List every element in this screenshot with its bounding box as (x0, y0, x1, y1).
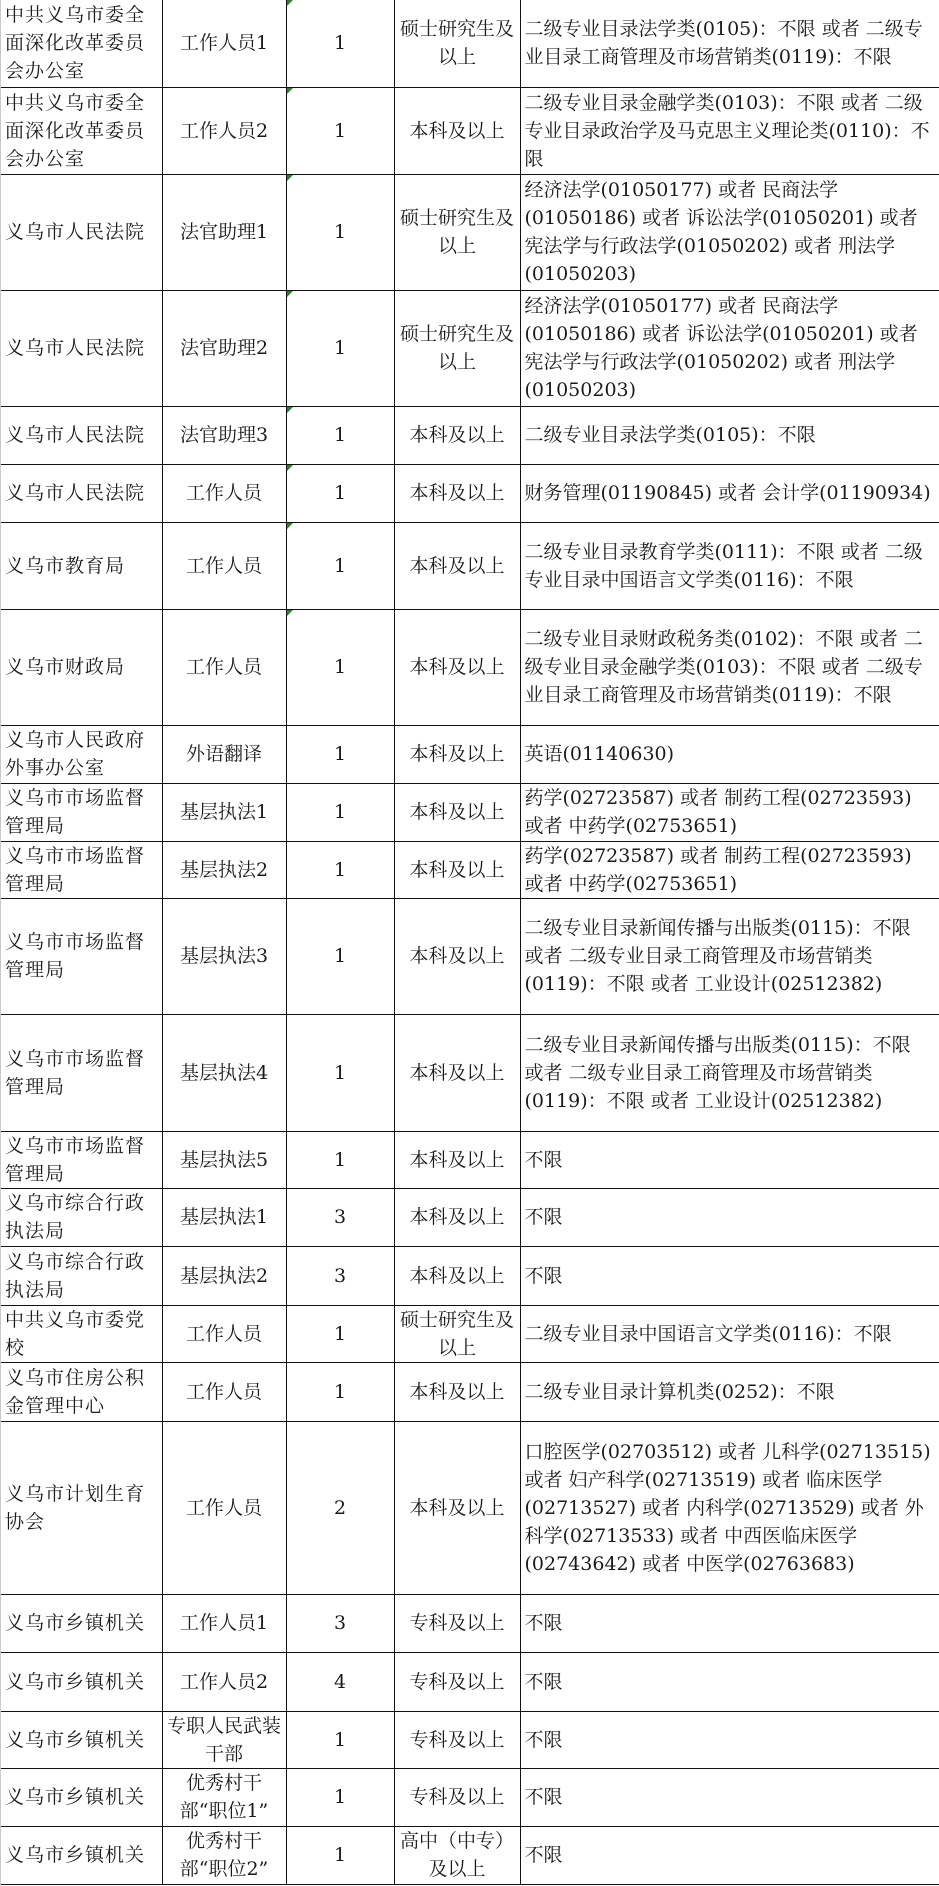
major-text: 不限 (524, 1148, 563, 1171)
cell-count[interactable] (286, 1305, 394, 1362)
unit-text: 义乌市人民法院 (5, 337, 146, 359)
count-text: 1 (333, 554, 347, 577)
major-text: 二级专业目录新闻传播与出版类(0115)：不限 或者 二级专业目录工商管理及市场营销类(0119)：不限 或者 工业设计(02512382) (524, 917, 911, 995)
position-text: 工作人员 (185, 554, 262, 577)
cell-education[interactable] (394, 87, 520, 174)
cell-count[interactable] (286, 1421, 394, 1594)
position-text: 法官助理3 (179, 424, 269, 446)
unit-text: 义乌市乡镇机关 (5, 1786, 146, 1808)
unit-text: 中共义乌市委全面深化改革委员会办公室 (5, 4, 146, 83)
cell-major[interactable] (520, 783, 939, 841)
major-text: 二级专业目录计算机类(0252)：不限 (524, 1380, 835, 1403)
cell-count[interactable] (286, 87, 394, 174)
education-text: 专科及以上 (409, 1670, 505, 1693)
unit-text: 义乌市市场监督管理局 (5, 844, 146, 895)
table-row (1, 1711, 939, 1768)
cell-unit[interactable] (1, 725, 162, 783)
table-row (1, 1188, 939, 1246)
education-text: 本科及以上 (409, 743, 505, 765)
cell-position[interactable] (162, 87, 286, 174)
comment-marker-icon (287, 175, 293, 181)
cell-unit[interactable] (1, 1188, 162, 1246)
count-text: 2 (333, 1496, 347, 1519)
count-text: 3 (333, 1612, 347, 1634)
count-text: 1 (333, 656, 347, 678)
unit-text: 中共义乌市委党校 (5, 1308, 146, 1359)
unit-text: 义乌市市场监督管理局 (5, 931, 146, 981)
cell-count[interactable] (286, 783, 394, 841)
cell-major[interactable] (520, 290, 939, 406)
major-text: 二级专业目录金融学类(0103)：不限 或者 二级专业目录政治学及马克思主义理论类(0110)：不限 (524, 91, 930, 170)
cell-count[interactable] (286, 1711, 394, 1768)
cell-position[interactable] (162, 1594, 286, 1652)
education-text: 本科及以上 (409, 1496, 505, 1519)
cell-major[interactable] (520, 1594, 939, 1652)
position-text: 专职人民武装干部 (166, 1714, 281, 1765)
cell-unit[interactable] (1, 898, 162, 1014)
major-text: 经济法学(01050177) 或者 民商法学(01050186) 或者 诉讼法学(01050201) 或者 宪法学与行政法学(01050202) 或者 刑法学(01050203) (524, 179, 918, 285)
cell-unit[interactable] (1, 609, 162, 725)
cell-education[interactable] (394, 1652, 520, 1711)
table-body (1, 0, 939, 1884)
education-text: 本科及以上 (409, 656, 505, 678)
table-row (1, 1421, 939, 1594)
cell-unit[interactable] (1, 1768, 162, 1826)
major-text: 不限 (524, 1612, 563, 1634)
cell-education[interactable] (394, 522, 520, 609)
major-text: 不限 (524, 1670, 563, 1693)
cell-position[interactable] (162, 898, 286, 1014)
count-text: 1 (333, 1322, 347, 1345)
unit-text: 义乌市乡镇机关 (5, 1670, 146, 1693)
cell-major[interactable] (520, 1421, 939, 1594)
cell-education[interactable] (394, 1014, 520, 1131)
cell-major[interactable] (520, 1305, 939, 1362)
position-text: 外语翻译 (185, 743, 262, 765)
comment-marker-icon (287, 610, 293, 616)
cell-count[interactable] (286, 1594, 394, 1652)
cell-count[interactable] (286, 1362, 394, 1421)
cell-major[interactable] (520, 1131, 939, 1188)
unit-text: 义乌市人民法院 (5, 424, 146, 446)
comment-marker-icon (287, 407, 293, 413)
cell-education[interactable] (394, 406, 520, 464)
cell-unit[interactable] (1, 0, 162, 87)
cell-unit[interactable] (1, 290, 162, 406)
cell-major[interactable] (520, 522, 939, 609)
education-text: 本科及以上 (409, 801, 505, 823)
cell-unit[interactable] (1, 522, 162, 609)
cell-major[interactable] (520, 898, 939, 1014)
education-text: 本科及以上 (409, 119, 505, 142)
count-text: 1 (333, 945, 347, 967)
table-row (1, 1768, 939, 1826)
cell-position[interactable] (162, 174, 286, 290)
cell-major[interactable] (520, 87, 939, 174)
major-text: 二级专业目录中国语言文学类(0116)：不限 (524, 1322, 892, 1345)
major-text: 二级专业目录法学类(0105)：不限 (524, 424, 816, 446)
cell-position[interactable] (162, 1305, 286, 1362)
table-row (1, 783, 939, 841)
cell-unit[interactable] (1, 174, 162, 290)
major-text: 二级专业目录法学类(0105)：不限 或者 二级专业目录工商管理及市场营销类(0119)：不限 (524, 18, 923, 69)
cell-education[interactable] (394, 1711, 520, 1768)
unit-text: 义乌市人民法院 (5, 482, 146, 504)
unit-text: 义乌市财政局 (5, 656, 126, 678)
cell-education[interactable] (394, 1594, 520, 1652)
education-text: 本科及以上 (409, 945, 505, 967)
cell-position[interactable] (162, 1362, 286, 1421)
cell-count[interactable] (286, 725, 394, 783)
cell-education[interactable] (394, 725, 520, 783)
education-text: 专科及以上 (409, 1728, 505, 1751)
major-text: 二级专业目录教育学类(0111)：不限 或者 二级专业目录中国语言文学类(0116)：不限 (524, 540, 923, 591)
table-row (1, 898, 939, 1014)
education-text: 本科及以上 (409, 1061, 505, 1084)
cell-major[interactable] (520, 464, 939, 522)
table-row (1, 522, 939, 609)
unit-text: 义乌市计划生育协会 (5, 1482, 146, 1533)
education-text: 高中（中专）及以上 (399, 1830, 514, 1880)
cell-position[interactable] (162, 1711, 286, 1768)
position-text: 基层执法2 (179, 1264, 269, 1287)
cell-education[interactable] (394, 1826, 520, 1884)
cell-count[interactable] (286, 1826, 394, 1884)
education-text: 本科及以上 (409, 1148, 505, 1171)
unit-text: 义乌市住房公积金管理中心 (5, 1366, 146, 1417)
position-text: 工作人员 (185, 482, 262, 504)
major-text: 不限 (524, 1844, 563, 1866)
table-row (1, 406, 939, 464)
table-row (1, 1652, 939, 1711)
major-text: 不限 (524, 1786, 563, 1808)
cell-count[interactable] (286, 841, 394, 898)
table-row (1, 1826, 939, 1884)
position-text: 法官助理2 (179, 337, 269, 359)
major-text: 英语(01140630) (524, 743, 675, 765)
cell-position[interactable] (162, 464, 286, 522)
cell-unit[interactable] (1, 87, 162, 174)
major-text: 不限 (524, 1206, 563, 1228)
cell-count[interactable] (286, 898, 394, 1014)
position-text: 基层执法3 (179, 945, 269, 967)
cell-count[interactable] (286, 522, 394, 609)
cell-major[interactable] (520, 0, 939, 87)
cell-count[interactable] (286, 1188, 394, 1246)
cell-position[interactable] (162, 1826, 286, 1884)
table-row (1, 1305, 939, 1362)
cell-major[interactable] (520, 1188, 939, 1246)
cell-unit[interactable] (1, 1711, 162, 1768)
cell-major[interactable] (520, 1768, 939, 1826)
cell-count[interactable] (286, 406, 394, 464)
education-text: 本科及以上 (409, 1380, 505, 1403)
position-text: 工作人员 (185, 1380, 262, 1403)
count-text: 3 (333, 1264, 347, 1287)
count-text: 1 (333, 1061, 347, 1084)
cell-major[interactable] (520, 1246, 939, 1305)
cell-unit[interactable] (1, 464, 162, 522)
cell-education[interactable] (394, 290, 520, 406)
cell-unit[interactable] (1, 1594, 162, 1652)
count-text: 1 (333, 1380, 347, 1403)
cell-major[interactable] (520, 174, 939, 290)
cell-position[interactable] (162, 783, 286, 841)
cell-education[interactable] (394, 783, 520, 841)
education-text: 硕士研究生及以上 (399, 207, 514, 257)
unit-text: 中共义乌市委全面深化改革委员会办公室 (5, 91, 146, 170)
position-text: 工作人员1 (179, 1612, 269, 1634)
cell-education[interactable] (394, 1421, 520, 1594)
cell-unit[interactable] (1, 1362, 162, 1421)
cell-education[interactable] (394, 1768, 520, 1826)
count-text: 1 (333, 1148, 347, 1171)
education-text: 本科及以上 (409, 1206, 505, 1228)
cell-position[interactable] (162, 290, 286, 406)
cell-position[interactable] (162, 1421, 286, 1594)
table-row (1, 87, 939, 174)
position-text: 工作人员2 (179, 1670, 269, 1693)
count-text: 1 (333, 337, 347, 359)
cell-education[interactable] (394, 898, 520, 1014)
table-row (1, 841, 939, 898)
cell-unit[interactable] (1, 1246, 162, 1305)
cell-major[interactable] (520, 1711, 939, 1768)
cell-unit[interactable] (1, 406, 162, 464)
cell-position[interactable] (162, 1246, 286, 1305)
major-text: 不限 (524, 1264, 563, 1287)
cell-education[interactable] (394, 174, 520, 290)
count-text: 4 (333, 1670, 347, 1693)
cell-position[interactable] (162, 1768, 286, 1826)
cell-position[interactable] (162, 725, 286, 783)
cell-count[interactable] (286, 1768, 394, 1826)
education-text: 硕士研究生及以上 (399, 18, 514, 69)
major-text: 二级专业目录财政税务类(0102)：不限 或者 二级专业目录金融学类(0103)：不限 或者 二级专业目录工商管理及市场营销类(0119)：不限 (524, 628, 923, 706)
cell-unit[interactable] (1, 1305, 162, 1362)
position-text: 优秀村干部“职位2” (179, 1830, 269, 1880)
table-row (1, 290, 939, 406)
position-text: 基层执法1 (179, 1206, 269, 1228)
cell-count[interactable] (286, 609, 394, 725)
position-text: 工作人员1 (179, 32, 269, 55)
count-text: 1 (333, 1844, 347, 1866)
position-text: 法官助理1 (179, 221, 269, 243)
count-text: 1 (333, 743, 347, 765)
cell-education[interactable] (394, 1131, 520, 1188)
education-text: 本科及以上 (409, 482, 505, 504)
count-text: 1 (333, 119, 347, 142)
count-text: 3 (333, 1206, 347, 1228)
cell-position[interactable] (162, 1131, 286, 1188)
position-text: 基层执法2 (179, 858, 269, 881)
comment-marker-icon (287, 291, 293, 297)
table-row (1, 1246, 939, 1305)
count-text: 1 (333, 1786, 347, 1808)
cell-education[interactable] (394, 841, 520, 898)
position-text: 工作人员 (185, 656, 262, 678)
major-text: 药学(02723587) 或者 制药工程(02723593) 或者 中药学(02753651) (524, 844, 912, 895)
position-text: 基层执法5 (179, 1148, 269, 1171)
unit-text: 义乌市市场监督管理局 (5, 1134, 146, 1185)
education-text: 硕士研究生及以上 (399, 1308, 514, 1359)
cell-education[interactable] (394, 1362, 520, 1421)
education-text: 本科及以上 (409, 554, 505, 577)
cell-major[interactable] (520, 406, 939, 464)
cell-major[interactable] (520, 1014, 939, 1131)
unit-text: 义乌市乡镇机关 (5, 1728, 146, 1751)
major-text: 财务管理(01190845) 或者 会计学(01190934) (524, 482, 931, 504)
cell-position[interactable] (162, 1652, 286, 1711)
education-text: 本科及以上 (409, 424, 505, 446)
table-row (1, 1131, 939, 1188)
cell-position[interactable] (162, 841, 286, 898)
cell-count[interactable] (286, 1014, 394, 1131)
cell-major[interactable] (520, 725, 939, 783)
count-text: 1 (333, 1728, 347, 1751)
comment-marker-icon (287, 0, 293, 6)
unit-text: 义乌市市场监督管理局 (5, 787, 146, 837)
count-text: 1 (333, 32, 347, 55)
cell-count[interactable] (286, 1652, 394, 1711)
education-text: 专科及以上 (409, 1612, 505, 1634)
cell-major[interactable] (520, 841, 939, 898)
cell-position[interactable] (162, 1014, 286, 1131)
table-row (1, 1014, 939, 1131)
table-row (1, 1362, 939, 1421)
count-text: 1 (333, 221, 347, 243)
positions-table (1, 0, 939, 1885)
cell-education[interactable] (394, 0, 520, 87)
unit-text: 义乌市人民法院 (5, 221, 146, 243)
cell-count[interactable] (286, 290, 394, 406)
cell-unit[interactable] (1, 1014, 162, 1131)
cell-position[interactable] (162, 609, 286, 725)
cell-major[interactable] (520, 1652, 939, 1711)
cell-major[interactable] (520, 1362, 939, 1421)
cell-education[interactable] (394, 464, 520, 522)
major-text: 口腔医学(02703512) 或者 儿科学(02713515) 或者 妇产科学(02713519) 或者 临床医学(02713527) 或者 内科学(02713529) 或者 外科学(02713533) 或者 中西医临床医学(02743642) 或者 中医学(02763683) (524, 1440, 931, 1575)
cell-unit[interactable] (1, 783, 162, 841)
comment-marker-icon (287, 523, 293, 529)
position-text: 优秀村干部“职位1” (179, 1772, 269, 1822)
education-text: 专科及以上 (409, 1786, 505, 1808)
cell-count[interactable] (286, 1246, 394, 1305)
major-text: 二级专业目录新闻传播与出版类(0115)：不限 或者 二级专业目录工商管理及市场营销类(0119)：不限 或者 工业设计(02512382) (524, 1033, 911, 1112)
comment-marker-icon (287, 88, 293, 94)
position-text: 工作人员2 (179, 119, 269, 142)
position-text: 基层执法1 (179, 801, 269, 823)
cell-unit[interactable] (1, 1652, 162, 1711)
cell-position[interactable] (162, 522, 286, 609)
cell-count[interactable] (286, 1131, 394, 1188)
cell-education[interactable] (394, 1305, 520, 1362)
cell-unit[interactable] (1, 1826, 162, 1884)
table-row (1, 0, 939, 87)
table-row (1, 725, 939, 783)
position-text: 工作人员 (185, 1496, 262, 1519)
cell-education[interactable] (394, 609, 520, 725)
count-text: 1 (333, 858, 347, 881)
cell-unit[interactable] (1, 841, 162, 898)
unit-text: 义乌市综合行政执法局 (5, 1192, 146, 1242)
unit-text: 义乌市乡镇机关 (5, 1612, 146, 1634)
unit-text: 义乌市人民政府外事办公室 (5, 729, 146, 779)
unit-text: 义乌市综合行政执法局 (5, 1250, 146, 1301)
position-text: 基层执法4 (179, 1061, 269, 1084)
cell-count[interactable] (286, 174, 394, 290)
cell-position[interactable] (162, 0, 286, 87)
cell-count[interactable] (286, 0, 394, 87)
education-text: 本科及以上 (409, 858, 505, 881)
unit-text: 义乌市乡镇机关 (5, 1844, 146, 1866)
education-text: 硕士研究生及以上 (399, 323, 514, 373)
cell-count[interactable] (286, 464, 394, 522)
major-text: 药学(02723587) 或者 制药工程(02723593) 或者 中药学(02753651) (524, 787, 912, 837)
cell-education[interactable] (394, 1246, 520, 1305)
table-row (1, 609, 939, 725)
comment-marker-icon (287, 465, 293, 471)
count-text: 1 (333, 482, 347, 504)
cell-position[interactable] (162, 406, 286, 464)
cell-major[interactable] (520, 1826, 939, 1884)
cell-unit[interactable] (1, 1131, 162, 1188)
cell-major[interactable] (520, 609, 939, 725)
unit-text: 义乌市市场监督管理局 (5, 1047, 146, 1098)
table-row (1, 464, 939, 522)
major-text: 不限 (524, 1728, 563, 1751)
cell-education[interactable] (394, 1188, 520, 1246)
education-text: 本科及以上 (409, 1264, 505, 1287)
table-row (1, 1594, 939, 1652)
major-text: 经济法学(01050177) 或者 民商法学(01050186) 或者 诉讼法学(01050201) 或者 宪法学与行政法学(01050202) 或者 刑法学(01050203) (524, 295, 918, 401)
table-row (1, 174, 939, 290)
count-text: 1 (333, 424, 347, 446)
position-text: 工作人员 (185, 1322, 262, 1345)
cell-unit[interactable] (1, 1421, 162, 1594)
unit-text: 义乌市教育局 (5, 554, 126, 577)
cell-position[interactable] (162, 1188, 286, 1246)
count-text: 1 (333, 801, 347, 823)
